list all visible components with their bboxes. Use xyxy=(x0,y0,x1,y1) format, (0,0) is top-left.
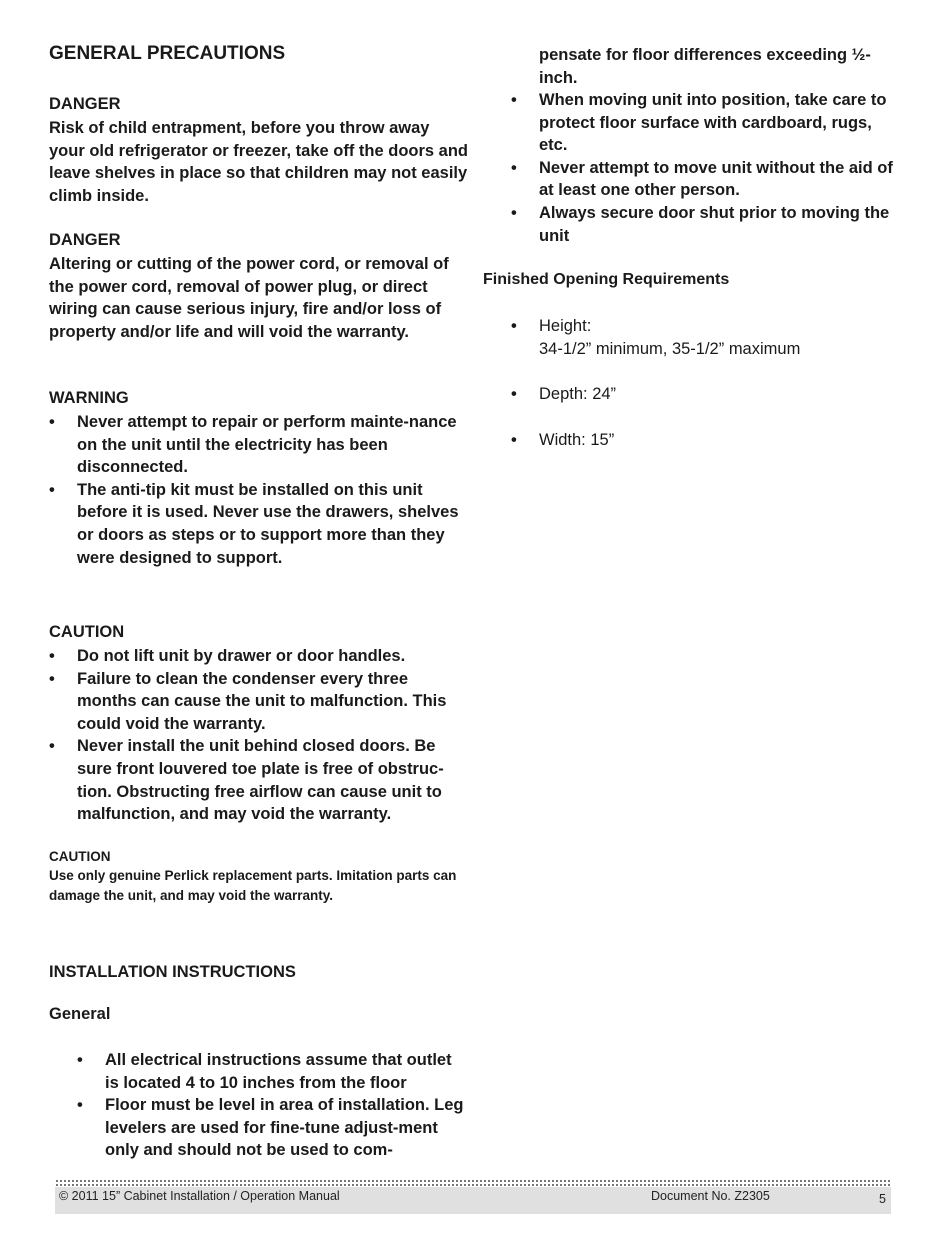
list-item: • Floor must be level in area of installation. Leg levelers are used for fine-tune adjust-ment only and should not be used to com- xyxy=(77,1096,464,1160)
bullet-icon: • xyxy=(511,385,517,404)
danger-text-1: Risk of child entrapment, before you throw away your old refrigerator or freezer, take off the doors and leave shelves in place so that children may not easily climb inside. xyxy=(49,119,469,205)
list-item: • The anti-tip kit must be installed on this unit before it is used. Never use the drawers, shelves or doors as steps or to support more than they were designed to support. xyxy=(49,480,459,567)
caution-label-1: CAUTION xyxy=(49,623,125,641)
list-item xyxy=(511,383,903,406)
bullet-icon: • xyxy=(49,413,55,431)
depth-value: Depth: 24” xyxy=(539,385,617,404)
installation-heading: INSTALLATION INSTRUCTIONS xyxy=(49,963,296,981)
list-item: • Always secure door shut prior to moving the unit xyxy=(511,203,890,245)
footer-document-number: Document No. Z2305 xyxy=(651,1189,770,1203)
danger-text-2: Altering or cutting of the power cord, or removal of the power cord, removal of power plug, or direct wiring can cause serious injury, fire and/or loss of property and/or life and will void the warranty. xyxy=(49,255,449,341)
height-value: 34-1/2” minimum, 35-1/2” maximum xyxy=(539,339,801,358)
bullet-icon: • xyxy=(49,647,55,665)
footer-dotted-rule xyxy=(55,1179,891,1187)
bullet-icon: • xyxy=(511,203,517,222)
height-label: Height: xyxy=(539,317,592,335)
warning-list xyxy=(49,411,469,569)
bullet-icon: • xyxy=(77,1096,83,1115)
bullet-icon: • xyxy=(511,430,517,449)
continued-text: pensate for floor differences exceeding ½-inch. xyxy=(539,46,871,87)
installation-list xyxy=(77,1049,469,1162)
opening-list xyxy=(511,315,903,451)
bullet-icon: • xyxy=(511,317,517,335)
width-value: Width: 15” xyxy=(539,430,615,449)
bullet-icon: • xyxy=(511,158,517,177)
danger-label-1: DANGER xyxy=(49,95,121,113)
bullet-icon: • xyxy=(77,1051,83,1069)
caution-list xyxy=(49,645,469,826)
danger-label-2: DANGER xyxy=(49,231,121,249)
list-item: • Do not lift unit by drawer or door handles. xyxy=(49,645,469,668)
moving-list xyxy=(511,89,903,247)
bullet-icon: • xyxy=(49,669,55,688)
footer-title: © 2011 15” Cabinet Installation / Operation Manual xyxy=(59,1189,340,1203)
list-item xyxy=(511,429,903,452)
list-item: • When moving unit into position, take care to protect floor surface with cardboard, rugs, etc. xyxy=(511,91,887,155)
list-item: • Never attempt to move unit without the aid of at least one other person. xyxy=(511,158,893,200)
list-item: • Never install the unit behind closed doors. Be sure front louvered toe plate is free of obstruc-tion. Obstructing free airflow can cause unit to malfunction, and may void the warranty. xyxy=(49,737,444,824)
list-item: • All electrical instructions assume that outlet is located 4 to 10 inches from the floor xyxy=(77,1051,452,1092)
list-item: • Failure to clean the condenser every three months can cause the unit to malfunction. This could void the warranty. xyxy=(49,669,447,733)
bullet-icon: • xyxy=(49,737,55,756)
caution-label-2: CAUTION xyxy=(49,849,111,864)
list-item xyxy=(511,315,903,360)
caution-text-2: Use only genuine Perlick replacement parts. Imitation parts can damage the unit, and may void the warranty. xyxy=(49,868,457,903)
page-number: 5 xyxy=(879,1192,886,1206)
opening-requirements-heading: Finished Opening Requirements xyxy=(483,271,730,288)
general-precautions-heading: GENERAL PRECAUTIONS xyxy=(49,43,286,64)
general-subheading: General xyxy=(49,1005,111,1023)
bullet-icon: • xyxy=(511,91,517,109)
list-item: • Never attempt to repair or perform mainte-nance on the unit until the electricity has been disconnected. xyxy=(49,413,457,477)
warning-label: WARNING xyxy=(49,389,129,407)
bullet-icon: • xyxy=(49,480,55,499)
